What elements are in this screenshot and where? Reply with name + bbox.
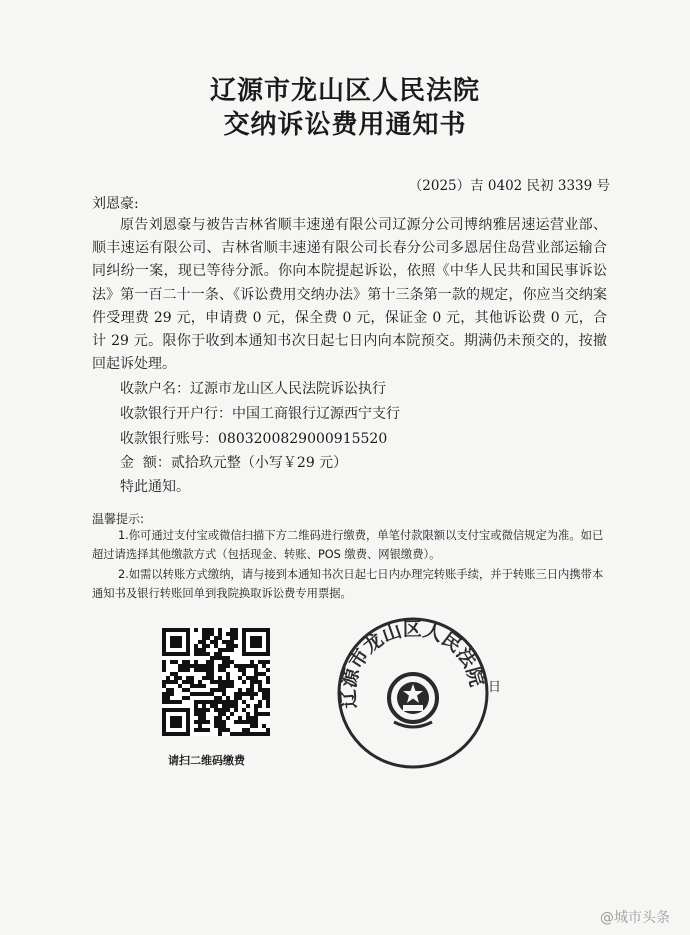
watermark: @城市头条 bbox=[600, 910, 670, 926]
payee-value: 辽源市龙山区人民法院诉讼执行 bbox=[190, 381, 386, 397]
bank-label: 收款银行开户行： bbox=[120, 406, 232, 422]
notice-body: 原告刘恩豪与被告吉林省顺丰速递有限公司辽源分公司博纳雅居速运营业部、顺丰速运有限公司、吉林省顺丰速递有限公司长春分公司多恩居住岛营业部运输合同纠纷一案，现已等待分派。你向本院提起诉讼，依照《中华人民共和国民事诉讼法》第一百二十一条、《诉讼费用交纳办法》第十三条第一款的规定，你应当交纳案件受理费 29 元，申请费 0 元，保全费 0 元，保证金 0 元，其他诉讼费 0 元，合计 29 元。限你于收到本通知书次日起七日内向本院预交。期满仍未预交的，按撤回起诉处理。 bbox=[92, 217, 607, 373]
recipient: 刘恩豪: bbox=[92, 196, 139, 212]
amount-value: 贰拾玖元整（小写￥29 元） bbox=[170, 455, 348, 471]
amount-label: 金 额： bbox=[120, 455, 171, 471]
national-emblem-icon bbox=[389, 674, 437, 727]
payee-label: 收款户名： bbox=[120, 381, 190, 397]
closing-line: 特此通知。 bbox=[120, 479, 190, 495]
qr-caption: 请扫二维码缴费 bbox=[168, 754, 245, 767]
account-value: 0803200829000915520 bbox=[218, 431, 388, 447]
account-label: 收款银行账号： bbox=[120, 431, 218, 447]
case-number: （2025）吉 0402 民初 3339 号 bbox=[408, 178, 610, 194]
tip-item-1: 1.你可通过支付宝或微信扫描下方二维码进行缴费，单笔付款限额以支付宝或微信规定为准。如已超过请选择其他缴款方式（包括现金、转账、POS 缴费、网银缴费）。 bbox=[92, 529, 604, 561]
seal-text: 辽源市龙山区人民法院 bbox=[337, 618, 488, 710]
court-seal bbox=[334, 614, 492, 772]
tips-title: 温馨提示: bbox=[92, 512, 145, 526]
account-line bbox=[120, 428, 387, 448]
amount-line bbox=[120, 452, 347, 472]
payment-qr-code[interactable] bbox=[162, 628, 270, 736]
tip-item-2: 2.如需以转账方式缴纳，请与接到本通知书次日起七日内办理完转账手续，并于转账三日内携带本通知书及银行转账回单到我院换取诉讼费专用票据。 bbox=[92, 568, 604, 600]
date-fragment: 日 bbox=[488, 680, 502, 695]
court-name: 辽源市龙山区人民法院 bbox=[209, 76, 480, 106]
document-title: 交纳诉讼费用通知书 bbox=[223, 110, 467, 140]
bank-value: 中国工商银行辽源西宁支行 bbox=[232, 406, 400, 422]
payee-line bbox=[120, 378, 386, 398]
bank-line bbox=[120, 403, 400, 423]
